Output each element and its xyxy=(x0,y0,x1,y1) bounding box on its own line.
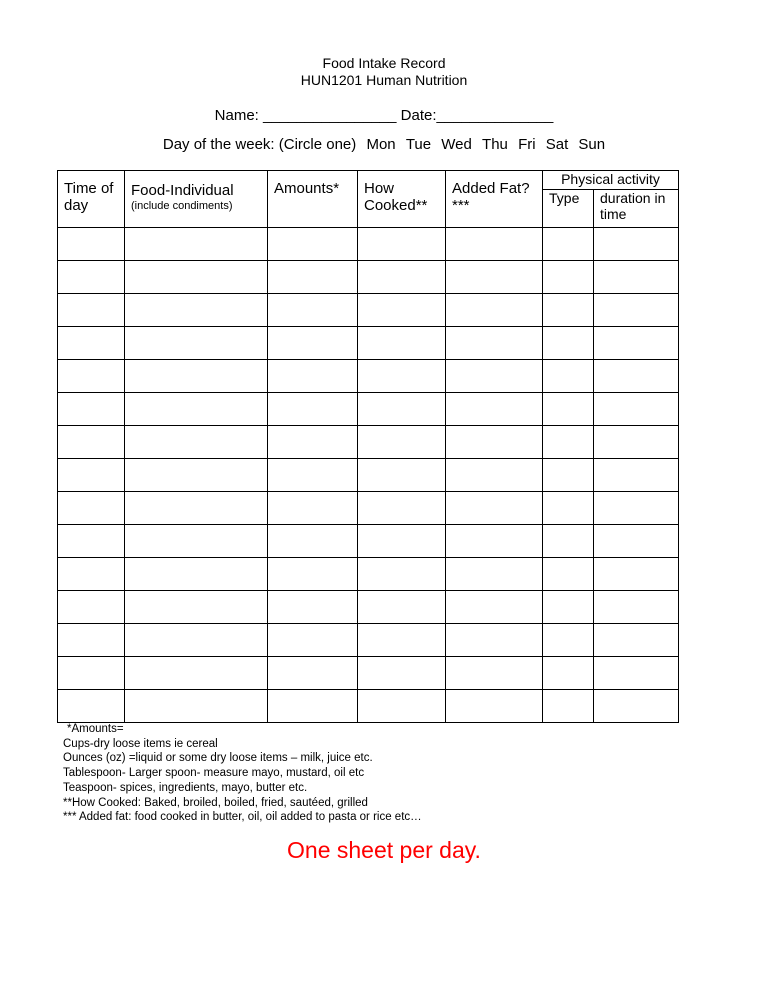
cell-food[interactable] xyxy=(125,492,268,525)
cell-food[interactable] xyxy=(125,459,268,492)
cell-how-cooked[interactable] xyxy=(358,294,446,327)
cell-how-cooked[interactable] xyxy=(358,360,446,393)
day-fri: Fri xyxy=(518,136,536,153)
cell-how-cooked[interactable] xyxy=(358,261,446,294)
cell-food[interactable] xyxy=(125,360,268,393)
cell-activity-duration[interactable] xyxy=(594,261,679,294)
cell-activity-type[interactable] xyxy=(543,591,594,624)
cell-activity-type[interactable] xyxy=(543,525,594,558)
cell-activity-type[interactable] xyxy=(543,261,594,294)
cell-food[interactable] xyxy=(125,426,268,459)
name-date-line xyxy=(0,107,768,124)
cell-added-fat[interactable] xyxy=(446,657,543,690)
cell-amounts[interactable] xyxy=(268,426,358,459)
cell-activity-type[interactable] xyxy=(543,558,594,591)
cell-activity-type[interactable] xyxy=(543,492,594,525)
cell-how-cooked[interactable] xyxy=(358,492,446,525)
cell-amounts[interactable] xyxy=(268,624,358,657)
table-row xyxy=(58,657,679,690)
cell-amounts[interactable] xyxy=(268,393,358,426)
cell-food[interactable] xyxy=(125,525,268,558)
cell-amounts[interactable] xyxy=(268,228,358,261)
cell-food[interactable] xyxy=(125,393,268,426)
table-row xyxy=(58,690,679,723)
cell-time[interactable] xyxy=(58,228,125,261)
cell-food[interactable] xyxy=(125,624,268,657)
cell-added-fat[interactable] xyxy=(446,624,543,657)
cell-added-fat[interactable] xyxy=(446,294,543,327)
cell-food[interactable] xyxy=(125,261,268,294)
course-name: HUN1201 Human Nutrition xyxy=(300,72,468,88)
footnote-amounts: *Amounts= xyxy=(67,723,124,735)
table-row xyxy=(58,294,679,327)
cell-time[interactable] xyxy=(58,525,125,558)
day-prompt: Day of the week: (Circle one) xyxy=(162,136,357,153)
cell-amounts[interactable] xyxy=(268,360,358,393)
cell-time[interactable] xyxy=(58,591,125,624)
cell-how-cooked[interactable] xyxy=(358,525,446,558)
cell-added-fat[interactable] xyxy=(446,690,543,723)
header-food-label: Food-Individual xyxy=(131,182,234,199)
table-row xyxy=(58,525,679,558)
cell-time[interactable] xyxy=(58,624,125,657)
cell-amounts[interactable] xyxy=(268,690,358,723)
cell-how-cooked[interactable] xyxy=(358,393,446,426)
cell-activity-type[interactable] xyxy=(543,657,594,690)
cell-food[interactable] xyxy=(125,591,268,624)
cell-time[interactable] xyxy=(58,657,125,690)
cell-activity-type[interactable] xyxy=(543,360,594,393)
cell-activity-duration[interactable] xyxy=(594,327,679,360)
header-amounts: Amounts* xyxy=(268,171,358,228)
cell-food[interactable] xyxy=(125,558,268,591)
date-label: Date: xyxy=(400,107,437,124)
cell-amounts[interactable] xyxy=(268,492,358,525)
cell-time[interactable] xyxy=(58,261,125,294)
cell-how-cooked[interactable] xyxy=(358,228,446,261)
cell-amounts[interactable] xyxy=(268,525,358,558)
table-row xyxy=(58,228,679,261)
header-activity-type: Type xyxy=(543,190,594,228)
name-field: ________________ xyxy=(263,107,397,124)
day-wed: Wed xyxy=(441,136,472,153)
header-activity-duration: duration in time xyxy=(594,190,679,228)
day-mon: Mon xyxy=(366,136,396,153)
cell-amounts[interactable] xyxy=(268,327,358,360)
cell-added-fat[interactable] xyxy=(446,261,543,294)
cell-activity-duration[interactable] xyxy=(594,690,679,723)
cell-how-cooked[interactable] xyxy=(358,591,446,624)
cell-activity-duration[interactable] xyxy=(594,393,679,426)
day-tue: Tue xyxy=(405,136,432,153)
cell-activity-duration[interactable] xyxy=(594,294,679,327)
day-sun: Sun xyxy=(578,136,606,153)
cell-added-fat[interactable] xyxy=(446,360,543,393)
cell-amounts[interactable] xyxy=(268,558,358,591)
cell-time[interactable] xyxy=(58,492,125,525)
cell-activity-type[interactable] xyxy=(543,393,594,426)
cell-amounts[interactable] xyxy=(268,657,358,690)
cell-time[interactable] xyxy=(58,294,125,327)
cell-activity-duration[interactable] xyxy=(594,459,679,492)
day-thu: Thu xyxy=(482,136,508,153)
table-row xyxy=(58,426,679,459)
footnote-teaspoon: Teaspoon- spices, ingredients, mayo, butter etc. xyxy=(63,781,308,794)
cell-added-fat[interactable] xyxy=(446,492,543,525)
cell-activity-type[interactable] xyxy=(543,459,594,492)
cell-activity-duration[interactable] xyxy=(594,228,679,261)
record-title: Food Intake Record xyxy=(322,55,446,71)
date-field: ______________ xyxy=(436,107,554,124)
cell-amounts[interactable] xyxy=(268,294,358,327)
footnote-added-fat: *** Added fat: food cooked in butter, oil, oil added to pasta or rice etc… xyxy=(63,811,422,824)
cell-time[interactable] xyxy=(58,327,125,360)
footnotes xyxy=(63,722,422,825)
table-row xyxy=(58,558,679,591)
cell-food[interactable] xyxy=(125,294,268,327)
footnote-ounces: Ounces (oz) =liquid or some dry loose items – milk, juice etc. xyxy=(63,752,373,765)
table-row xyxy=(58,492,679,525)
cell-added-fat[interactable] xyxy=(446,426,543,459)
cell-how-cooked[interactable] xyxy=(358,426,446,459)
header-food-sublabel: (include condiments) xyxy=(131,200,233,212)
cell-time[interactable] xyxy=(58,426,125,459)
name-label: Name: xyxy=(214,107,259,124)
cell-food[interactable] xyxy=(125,690,268,723)
cell-added-fat[interactable] xyxy=(446,558,543,591)
cell-added-fat[interactable] xyxy=(446,393,543,426)
cell-how-cooked[interactable] xyxy=(358,657,446,690)
cell-time[interactable] xyxy=(58,393,125,426)
cell-how-cooked[interactable] xyxy=(358,624,446,657)
cell-how-cooked[interactable] xyxy=(358,459,446,492)
one-sheet-notice: One sheet per day. xyxy=(287,837,481,863)
table-row xyxy=(58,393,679,426)
cell-how-cooked[interactable] xyxy=(358,558,446,591)
header-food-individual xyxy=(125,171,268,228)
cell-added-fat[interactable] xyxy=(446,459,543,492)
header-physical-activity: Physical activity xyxy=(543,171,679,190)
table-row xyxy=(58,261,679,294)
cell-activity-duration[interactable] xyxy=(594,657,679,690)
cell-activity-type[interactable] xyxy=(543,690,594,723)
cell-amounts[interactable] xyxy=(268,261,358,294)
cell-added-fat[interactable] xyxy=(446,525,543,558)
table-row xyxy=(58,591,679,624)
cell-time[interactable] xyxy=(58,459,125,492)
footnote-tablespoon: Tablespoon- Larger spoon- measure mayo, mustard, oil etc xyxy=(63,767,365,780)
cell-time[interactable] xyxy=(58,360,125,393)
table-row xyxy=(58,624,679,657)
cell-activity-duration[interactable] xyxy=(594,492,679,525)
header-added-fat: Added Fat?*** xyxy=(446,171,543,228)
food-intake-table xyxy=(57,170,679,723)
cell-activity-duration[interactable] xyxy=(594,426,679,459)
cell-added-fat[interactable] xyxy=(446,327,543,360)
header-how-cooked: How Cooked** xyxy=(358,171,446,228)
cell-amounts[interactable] xyxy=(268,591,358,624)
cell-food[interactable] xyxy=(125,657,268,690)
day-sat: Sat xyxy=(545,136,569,153)
cell-activity-duration[interactable] xyxy=(594,360,679,393)
cell-amounts[interactable] xyxy=(268,459,358,492)
cell-activity-duration[interactable] xyxy=(594,525,679,558)
footnote-how-cooked: **How Cooked: Baked, broiled, boiled, fried, sautéed, grilled xyxy=(63,796,368,809)
cell-how-cooked[interactable] xyxy=(358,690,446,723)
header-time-of-day: Time of day xyxy=(58,171,125,228)
cell-activity-duration[interactable] xyxy=(594,591,679,624)
cell-food[interactable] xyxy=(125,228,268,261)
table-row xyxy=(58,327,679,360)
cell-food[interactable] xyxy=(125,327,268,360)
cell-how-cooked[interactable] xyxy=(358,327,446,360)
table-row xyxy=(58,459,679,492)
cell-added-fat[interactable] xyxy=(446,591,543,624)
table-row xyxy=(58,360,679,393)
cell-time[interactable] xyxy=(58,690,125,723)
cell-activity-duration[interactable] xyxy=(594,624,679,657)
cell-activity-type[interactable] xyxy=(543,327,594,360)
cell-activity-type[interactable] xyxy=(543,624,594,657)
footnote-cups: Cups-dry loose items ie cereal xyxy=(63,737,218,750)
cell-added-fat[interactable] xyxy=(446,228,543,261)
table-body xyxy=(58,228,679,723)
cell-activity-type[interactable] xyxy=(543,426,594,459)
cell-activity-duration[interactable] xyxy=(594,558,679,591)
cell-activity-type[interactable] xyxy=(543,294,594,327)
cell-time[interactable] xyxy=(58,558,125,591)
day-of-week-line xyxy=(0,136,768,153)
cell-activity-type[interactable] xyxy=(543,228,594,261)
